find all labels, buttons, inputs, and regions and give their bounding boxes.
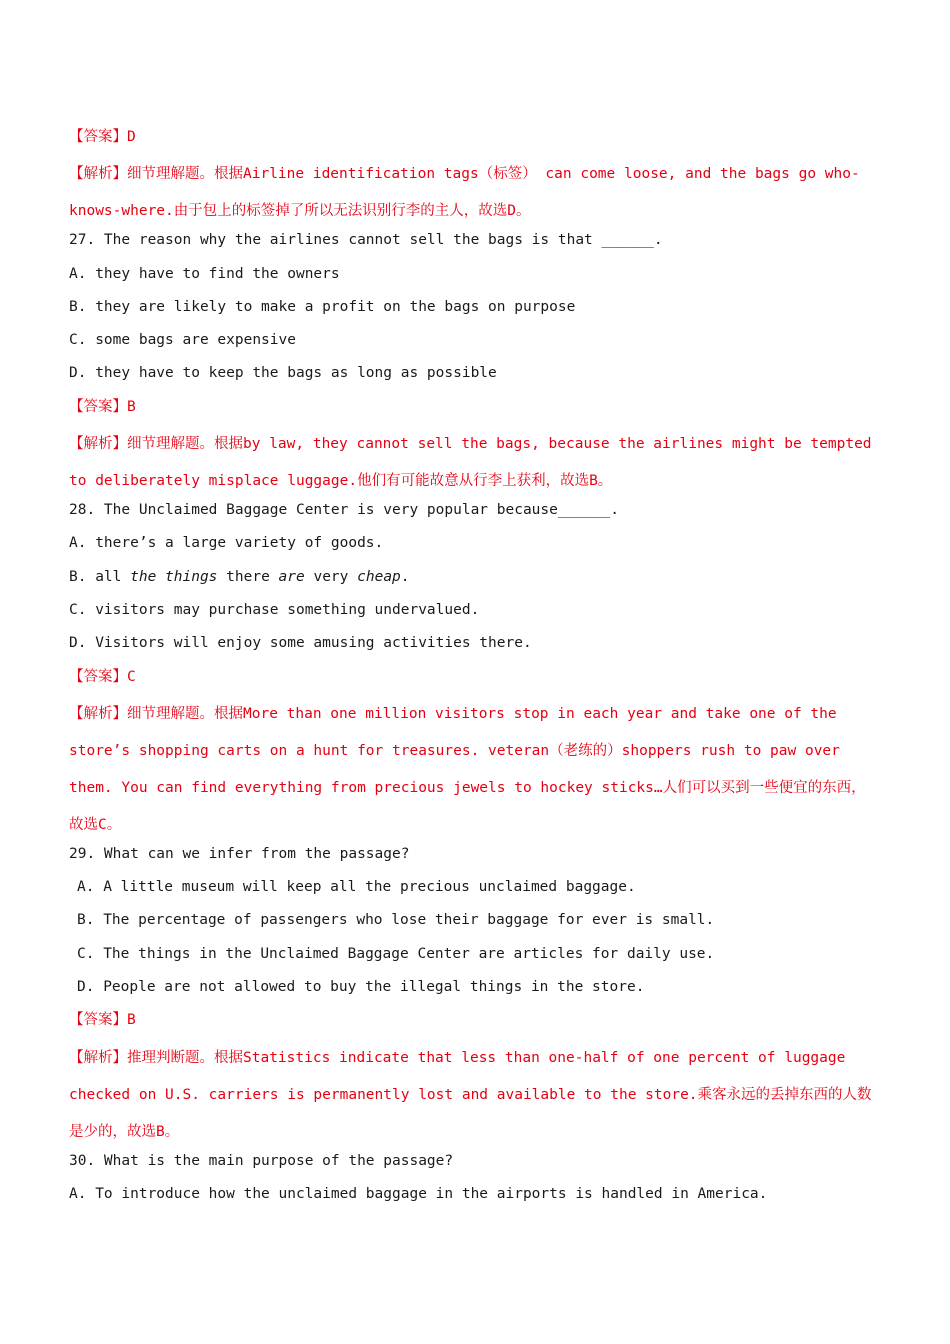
question-30-stem: 30. What is the main purpose of the passage? xyxy=(69,1152,454,1169)
explanation-27: 【解析】细节理解题。根据by law, they cannot sell the bags, because the airlines might be tempted to deliberately misplace luggage.他们有可能故意从行李上获利，故选B。 xyxy=(69,436,872,490)
document-page xyxy=(69,127,879,1217)
question-28-option-c: C. visitors may purchase something undervalued. xyxy=(69,601,480,618)
question-28-option-a: A. there’s a large variety of goods. xyxy=(69,535,384,552)
question-29-option-d: D. People are not allowed to buy the illegal things in the store. xyxy=(77,979,645,996)
question-29-option-a: A. A little museum will keep all the precious unclaimed baggage. xyxy=(77,879,636,896)
question-27-option-c: C. some bags are expensive xyxy=(69,332,296,349)
explanation-29: 【解析】推理判断题。根据Statistics indicate that less than one-half of one percent of luggage checked on U.S. carriers is permanently lost and available to the store.乘客永远的丢掉东西的人数是少的，故选B。 xyxy=(69,1049,872,1140)
question-30-option-a: A. To introduce how the unclaimed baggage in the airports is handled in America. xyxy=(69,1185,768,1202)
answer-29: 【答案】B xyxy=(69,1012,136,1029)
question-28-option-d: D. Visitors will enjoy some amusing activities there. xyxy=(69,635,532,652)
question-29-option-b: B. The percentage of passengers who lose their baggage for ever is small. xyxy=(77,912,715,929)
answer-27: 【答案】B xyxy=(69,398,136,415)
answer-28: 【答案】C xyxy=(69,668,136,685)
question-27-option-a: A. they have to find the owners xyxy=(69,265,340,282)
question-28-stem: 28. The Unclaimed Baggage Center is very popular because______. xyxy=(69,502,619,519)
explanation-28: 【解析】细节理解题。根据More than one million visitors stop in each year and take one of the store’s shopping carts on a hunt for treasures. veteran（老练的）shoppers rush to paw over them. You can find everything from precious jewels to hockey sticks…人们可以买到一些便宜的东西，故选C。 xyxy=(69,705,866,833)
question-27-option-b: B. they are likely to make a profit on the bags on purpose xyxy=(69,298,576,315)
question-28-option-b: B. all the things there are very cheap. xyxy=(69,568,410,585)
question-27-stem: 27. The reason why the airlines cannot sell the bags is that ______. xyxy=(69,232,663,249)
explanation-26: 【解析】细节理解题。根据Airline identification tags（标签） can come loose, and the bags go who-knows-where.由于包上的标签掉了所以无法识别行李的主人，故选D。 xyxy=(69,166,860,220)
question-27-option-d: D. they have to keep the bags as long as possible xyxy=(69,365,497,382)
answer-26: 【答案】D xyxy=(69,129,136,145)
question-29-stem: 29. What can we infer from the passage? xyxy=(69,845,410,862)
question-29-option-c: C. The things in the Unclaimed Baggage Center are articles for daily use. xyxy=(77,945,715,962)
